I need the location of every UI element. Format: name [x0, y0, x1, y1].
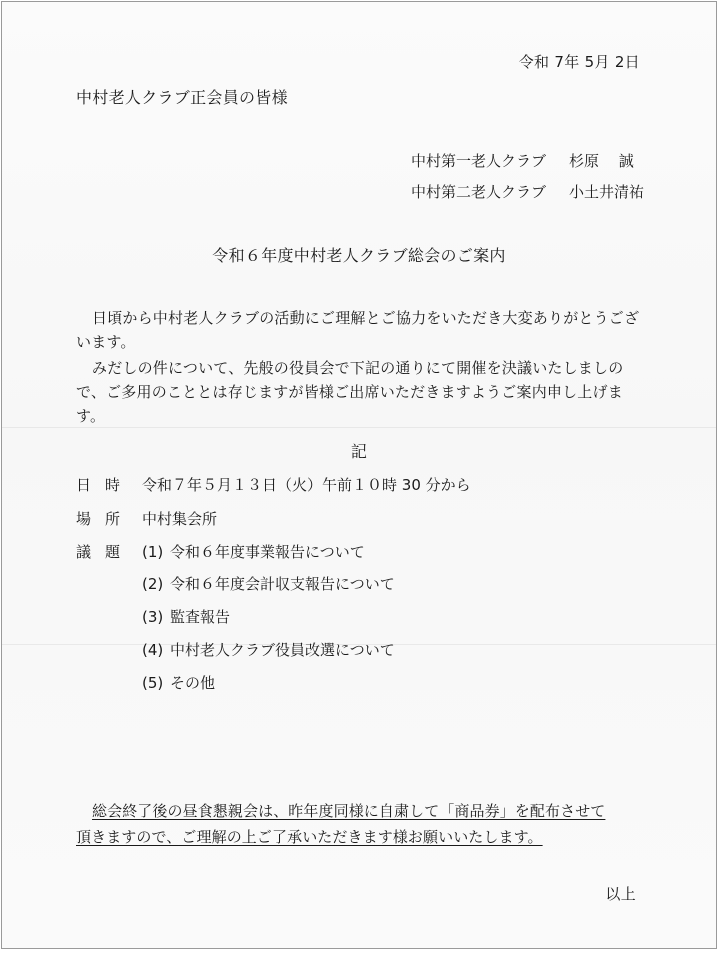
- sender-name: 杉原 誠: [569, 152, 634, 170]
- detail-row-date: [76, 475, 471, 495]
- addressee: 中村老人クラブ正会員の皆様: [76, 88, 288, 107]
- document-page: [1, 1, 717, 949]
- agenda-text: 中村老人クラブ役員改選について: [170, 641, 395, 659]
- detail-value: 令和７年５月１３日（火）午前１０時 30 分から: [142, 476, 471, 494]
- ki-heading: 記: [350, 442, 368, 461]
- agenda-text: 令和６年度事業報告について: [170, 543, 365, 561]
- detail-row-place: [76, 509, 218, 529]
- sender-line: [411, 182, 645, 202]
- detail-value: 中村集会所: [142, 510, 218, 528]
- detail-label: 場所: [76, 510, 135, 528]
- agenda-text: その他: [170, 674, 216, 692]
- sender-line: [411, 151, 634, 171]
- sender-name: 小土井清祐: [569, 183, 645, 201]
- notice-line: 総会終了後の昼食懇親会は、昨年度同様に自粛して「商品券」を配布させて: [92, 802, 606, 820]
- agenda-item: [142, 574, 395, 594]
- agenda-item: [142, 640, 395, 660]
- agenda-number: (2): [142, 575, 164, 593]
- detail-label: 議題: [76, 543, 135, 561]
- agenda-text: 監査報告: [170, 608, 231, 626]
- notice-line: 頂きますので、ご理解の上ご了承いただきます様お願いいたします。: [76, 828, 543, 846]
- closing-ijou: 以上: [605, 885, 636, 903]
- sender-organization: 中村第二老人クラブ: [411, 183, 547, 201]
- document-title: 令和６年度中村老人クラブ総会のご案内: [212, 246, 506, 265]
- agenda-number: (3): [142, 608, 164, 626]
- greeting-paragraph: 日頃から中村老人クラブの活動にご理解とご協力をいただき大変ありがとうございます。: [76, 309, 640, 351]
- sender-organization: 中村第一老人クラブ: [411, 152, 547, 170]
- agenda-number: (5): [142, 674, 164, 692]
- agenda-item: [142, 673, 215, 693]
- agenda-text: 令和６年度会計収支報告について: [170, 575, 395, 593]
- agenda-number: (1): [142, 543, 164, 561]
- body-paragraph: みだしの件について、先般の役員会で下記の通りにて開催を決議いたしましので、ご多用のこととは存じますが皆様ご出席いただきますようご案内申し上げます。: [76, 359, 624, 425]
- agenda-number: (4): [142, 641, 164, 659]
- agenda-item: [142, 542, 365, 562]
- detail-label: 日時: [76, 476, 135, 494]
- document-date: 令和 7年 5月 2日: [518, 53, 640, 71]
- detail-row-agenda: [76, 542, 138, 562]
- agenda-item: [142, 607, 230, 627]
